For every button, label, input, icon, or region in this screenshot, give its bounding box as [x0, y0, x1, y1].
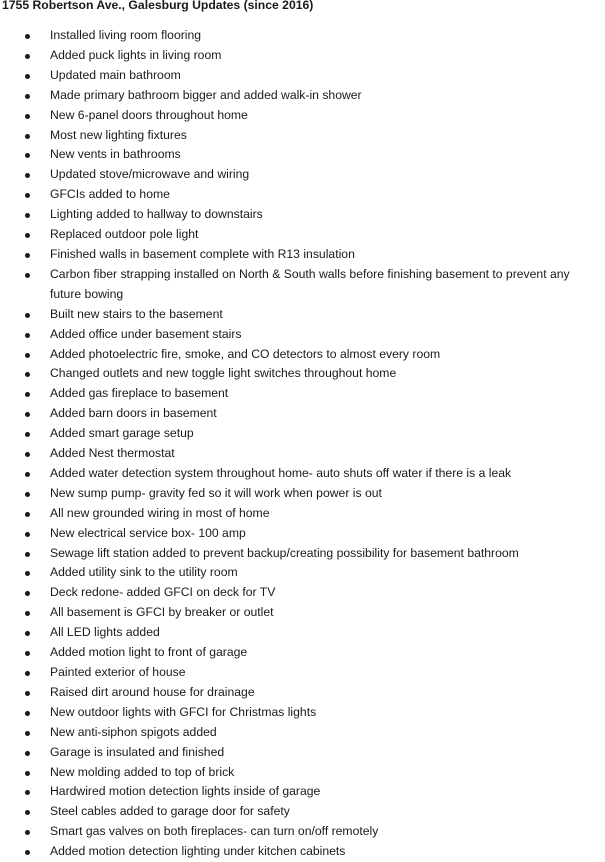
list-item [0, 145, 605, 165]
list-item-text: Deck redone- added GFCI on deck for TV [50, 585, 276, 600]
list-item [0, 345, 605, 365]
list-item-text: Added Nest thermostat [50, 446, 175, 461]
list-item-text: Smart gas valves on both fireplaces- can turn on/off remotely [50, 824, 379, 839]
bullet-icon [25, 273, 30, 278]
list-item [0, 66, 605, 86]
list-item [0, 364, 605, 384]
list-item-text: Most new lighting fixtures [50, 127, 187, 142]
list-item [0, 802, 605, 822]
bullet-icon [25, 313, 30, 318]
list-item-text: New outdoor lights with GFCI for Christmas lights [50, 704, 317, 719]
bullet-icon [25, 512, 30, 517]
bullet-icon [25, 472, 30, 477]
list-item-text: Carbon fiber strapping installed on North & South walls before finishing basement to prevent any future bowing [50, 266, 570, 301]
list-item [0, 106, 605, 126]
list-item-text: New electrical service box- 100 amp [50, 525, 246, 540]
bullet-icon [25, 651, 30, 656]
bullet-icon [25, 611, 30, 616]
list-item [0, 782, 605, 802]
list-item [0, 424, 605, 444]
list-item-text: Finished walls in basement complete with R13 insulation [50, 246, 355, 261]
list-item [0, 185, 605, 205]
bullet-icon [25, 372, 30, 377]
bullet-icon [25, 34, 30, 39]
list-item [0, 265, 605, 305]
bullet-icon [25, 850, 30, 855]
bullet-icon [25, 532, 30, 537]
list-item [0, 46, 605, 66]
list-item-text: Changed outlets and new toggle light switches throughout home [50, 366, 397, 381]
bullet-icon [25, 790, 30, 795]
bullet-icon [25, 571, 30, 576]
list-item-text: GFCIs added to home [50, 187, 170, 202]
list-item-text: All LED lights added [50, 625, 160, 640]
bullet-icon [25, 631, 30, 636]
bullet-icon [25, 671, 30, 676]
list-item [0, 822, 605, 842]
bullet-icon [25, 233, 30, 238]
list-item [0, 444, 605, 464]
bullet-icon [25, 771, 30, 776]
list-item [0, 26, 605, 46]
bullet-icon [25, 751, 30, 756]
list-item-text: All basement is GFCI by breaker or outlet [50, 605, 274, 620]
list-item-text: Added puck lights in living room [50, 47, 222, 62]
list-item-text: Sewage lift station added to prevent backup/creating possibility for basement bathroom [50, 545, 519, 560]
list-item-text: Garage is insulated and finished [50, 744, 225, 759]
bullet-icon [25, 830, 30, 835]
list-item [0, 325, 605, 345]
list-item [0, 743, 605, 763]
bullet-icon [25, 173, 30, 178]
bullet-icon [25, 114, 30, 119]
bullet-icon [25, 134, 30, 139]
list-item [0, 126, 605, 146]
list-item [0, 623, 605, 643]
list-item-text: Steel cables added to garage door for safety [50, 804, 290, 819]
list-item [0, 165, 605, 185]
bullet-icon [25, 452, 30, 457]
list-item [0, 703, 605, 723]
list-item [0, 663, 605, 683]
list-item [0, 225, 605, 245]
bullet-icon [25, 392, 30, 397]
list-item [0, 305, 605, 325]
list-item [0, 524, 605, 544]
list-item-text: Added water detection system throughout home- auto shuts off water if there is a leak [50, 465, 512, 480]
list-item [0, 723, 605, 743]
bullet-icon [25, 691, 30, 696]
list-item-text: Painted exterior of house [50, 665, 186, 679]
list-item-text: Installed living room flooring [50, 28, 202, 42]
bullet-icon [25, 810, 30, 815]
list-item-text: Added smart garage setup [50, 426, 194, 441]
list-item-text: Updated stove/microwave and wiring [50, 167, 250, 182]
bullet-icon [25, 353, 30, 358]
list-item-text: New 6-panel doors throughout home [50, 107, 248, 122]
list-item [0, 86, 605, 106]
bullet-icon [25, 94, 30, 99]
bullet-icon [25, 412, 30, 417]
list-item [0, 384, 605, 404]
list-item-text: Built new stairs to the basement [50, 306, 223, 321]
list-item-text: Added photoelectric fire, smoke, and CO detectors to almost every room [50, 346, 441, 361]
list-item-text: Added motion detection lighting under kitchen cabinets [50, 844, 346, 859]
bullet-icon [25, 552, 30, 557]
bullet-icon [25, 591, 30, 596]
list-item-text: New sump pump- gravity fed so it will work when power is out [50, 485, 382, 500]
list-item-text: Added office under basement stairs [50, 326, 242, 341]
list-item-text: Made primary bathroom bigger and added walk-in shower [50, 87, 362, 102]
bullet-icon [25, 711, 30, 716]
list-item [0, 583, 605, 603]
list-item [0, 404, 605, 424]
list-item [0, 504, 605, 524]
bullet-icon [25, 213, 30, 218]
bullet-icon [25, 54, 30, 59]
list-item-text: Raised dirt around house for drainage [50, 684, 255, 699]
bullet-icon [25, 333, 30, 338]
list-item [0, 603, 605, 623]
list-item-text: New anti-siphon spigots added [50, 724, 217, 739]
list-item-text: Added motion light to front of garage [50, 645, 248, 660]
list-item [0, 842, 605, 862]
list-item [0, 205, 605, 225]
list-item-text: Added barn doors in basement [50, 406, 217, 421]
list-item [0, 763, 605, 783]
list-item-text: Added utility sink to the utility room [50, 565, 238, 580]
list-item-text: Replaced outdoor pole light [50, 227, 199, 242]
list-item-text: All new grounded wiring in most of home [50, 505, 270, 520]
list-item [0, 464, 605, 484]
document-title: 1755 Robertson Ave., Galesburg Updates (since 2016) [2, 0, 314, 12]
list-item [0, 683, 605, 703]
list-item [0, 643, 605, 663]
list-item [0, 563, 605, 583]
list-item [0, 484, 605, 504]
list-item-text: New vents in bathrooms [50, 147, 181, 162]
list-item-text: Added gas fireplace to basement [50, 386, 229, 401]
bullet-icon [25, 731, 30, 736]
list-item-text: Lighting added to hallway to downstairs [50, 207, 263, 222]
list-item-text: Hardwired motion detection lights inside of garage [50, 784, 321, 799]
list-item-text: New molding added to top of brick [50, 764, 235, 779]
bullet-icon [25, 253, 30, 258]
list-item-text: Updated main bathroom [50, 67, 181, 82]
bullet-icon [25, 153, 30, 158]
bullet-icon [25, 193, 30, 198]
list-item [0, 245, 605, 265]
bullet-icon [25, 492, 30, 497]
bullet-icon [25, 74, 30, 79]
bullet-icon [25, 432, 30, 437]
updates-list [0, 26, 605, 862]
list-item [0, 544, 605, 564]
